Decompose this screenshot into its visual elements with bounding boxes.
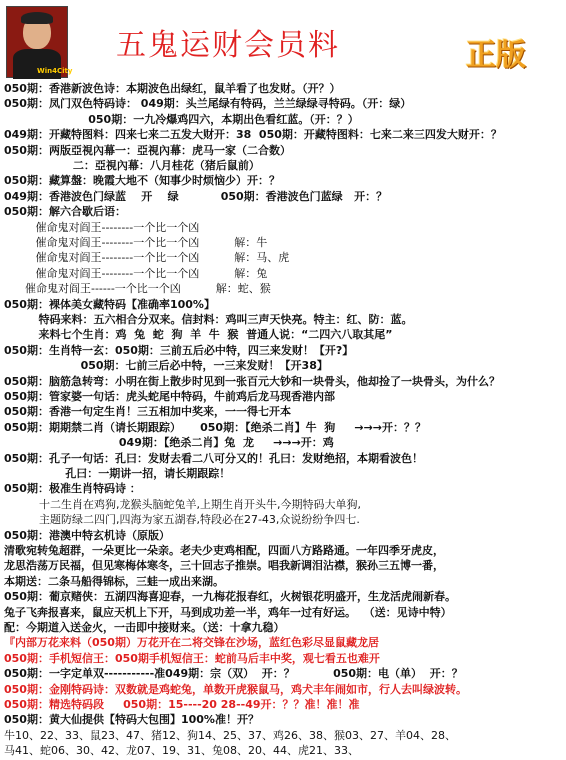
content-line: 牛10、22、33、鼠23、47、猪12、狗14、25、37、鸡26、38、猴03、27、羊04、28、 — [4, 728, 456, 742]
content-line: 050期：黄大仙提供【特码大包围】100%准！开？ — [4, 713, 259, 727]
content-line: 十二生肖在鸡狗,龙猴头脑蛇兔羊,上期生肖开头牛,今期特码大单狗, — [4, 497, 361, 511]
content-line: 050期：香港一句定生肖！三五相加中奖来，一一得七开本 — [4, 405, 291, 419]
content-line: 兔子飞奔报喜来，鼠应天机上下开，马到成功差一半，鸡年一过有好运。 （送：见诗中特） — [4, 605, 452, 619]
content-line: 050期：脑筋急转弯：小明在街上散步时见到一张百元大钞和一块骨头，他却捡了一块骨头，为什么？ — [4, 374, 500, 388]
content-line: 催命鬼对阎王--------一个比一个凶 解：牛 — [4, 236, 268, 249]
content-line: 050期：港澳中特玄机诗（原版） — [4, 528, 170, 542]
content-line: 050期：香港新波色诗：本期波色出绿红，鼠羊看了也发财。（开？） — [4, 82, 341, 95]
content-line: 050期：葡京赌侠：五湖四海喜迎春，一九梅花报春红，火树银花明盛开，生龙活虎闹新春。 — [4, 590, 456, 604]
content-line: 050期：一九冷爆鸡四六，本期出色看红蓝。（开：？） — [4, 112, 359, 126]
content-line: 050期：一字定单双-----------准049期：宗（双） 开：？ 050期：电（单） 开：？ — [4, 667, 463, 681]
content-line: 050期：七前三后必中特，一三来发财！【开38】 — [4, 359, 328, 373]
content-line: 来料七个生肖：鸡 兔 蛇 狗 羊 牛 猴 普通人说：“二四六八取其尾” — [4, 328, 393, 342]
content-line: 050期：手机短信王：050期手机短信王：蛇前马后丰中奖，观七看五也难开 — [4, 651, 380, 665]
presenter-photo — [6, 6, 73, 78]
content-line: 主题防绿二四门,四海为家五湖春,特段必在27-43,众说纷纷争四七. — [4, 513, 360, 527]
content-line: 『内部万花来料（050期）万花开在二将交锋在沙场，蓝红色彩尽显鼠藏龙居 — [4, 636, 379, 650]
content-line: 催命鬼对阎王--------一个比一个凶 解：马、虎 — [4, 251, 290, 265]
content-line: 049期：【绝杀二肖】兔 龙 →→→开：鸡 — [4, 436, 334, 450]
content-line: 050期：孔子一句话：孔曰：发财去看二八可分又的！孔曰：发财绝招，本期看波色！ — [4, 451, 423, 465]
content-line: 050期：两版亞視內幕一：亞視內幕：虎马一家（二合数） — [4, 143, 291, 157]
content-line: 马41、蛇06、30、42、龙07、19、31、兔08、20、44、虎21、33、 — [4, 744, 359, 758]
content-line: 050期：极准生肖特码诗 ： — [4, 482, 141, 496]
photo-hair — [21, 12, 53, 24]
content-line: 050期：凤门双色特码诗： 049期：头兰尾绿有特码，兰兰绿绿寻特码。（开：绿） — [4, 97, 412, 111]
photo-caption: Win4City — [37, 67, 73, 75]
content-line: 催命鬼对阎王--------一个比一个凶 — [4, 220, 200, 234]
content-line: 本期送：二条马船得锦标，三蛙一成出来湖。 — [4, 574, 224, 588]
page-header — [0, 0, 566, 82]
content-line: 050期：管家婆一句话：虎头蛇尾中特码，牛前鸡后龙马现香港内部 — [4, 390, 335, 403]
content-line: 二：亞視內幕：八月桂花（猪后鼠前） — [4, 159, 260, 172]
content-line: 050期：裸体美女藏特码【准确率100%】 — [4, 297, 215, 311]
content-line: 049期：开藏特图料：四来七来二五发大财开：38 050期：开藏特图料：七来二来三四发大财开：？ — [4, 128, 502, 142]
content-line: 050期：藏算盤：晚霞大地不（知事少时烦恼少）开：？ — [4, 174, 280, 188]
authentic-badge: 正版 — [466, 38, 526, 73]
content-line: 催命鬼对阎王--------一个比一个凶 解：兔 — [4, 266, 268, 280]
content-line: 孔曰：一期讲一招，请长期跟踪！ — [4, 467, 231, 480]
content-line: 050期：金刚特码诗：双数就是鸡蛇兔，单数开虎猴鼠马，鸡犬丰年闹如市，行人去叫绿波转。 — [4, 682, 467, 696]
content-line: 清歌宛转兔超群，一朵更比一朵亲。老夫少吏鸡相配，四面八方路路通。一年四季牙虎皮， — [4, 544, 444, 557]
content-line: 催命鬼对阎王------一个比一个凶 解：蛇、猴 — [4, 282, 271, 296]
content-line: 050期：期期禁二肖（请长期跟踪） 050期：【绝杀二肖】牛 狗 →→→开：？？ — [4, 420, 427, 434]
content-line: 050期：解六合歇后语： — [4, 205, 126, 219]
page-title: 五鬼运财会员料 — [116, 28, 340, 63]
content-line: 050期：生肖特一玄：050期：三前五后必中特，四三来发财！【开?】 — [4, 343, 354, 357]
content-line: 龙思浩荡万民福，但见寒梅体寒冬，三十回志子推崇。唱我新调泪沾襟，猴孙三五博一番， — [4, 559, 444, 573]
content-line: 050期：精选特码段 050期：15----20 28--49开：？？准！准！准 — [4, 698, 360, 711]
content-line: 配：今期道入送金火，一击即中接财来。（送：十拿九稳） — [4, 621, 285, 634]
content-line: 特码来料：五六相合分双来。信封料：鸡叫三声天快亮。特主：红、防：蓝。 — [4, 313, 413, 326]
content-line: 049期：香港波色门绿蓝 开 绿 050期：香港波色门蓝绿 开：？ — [4, 189, 388, 203]
